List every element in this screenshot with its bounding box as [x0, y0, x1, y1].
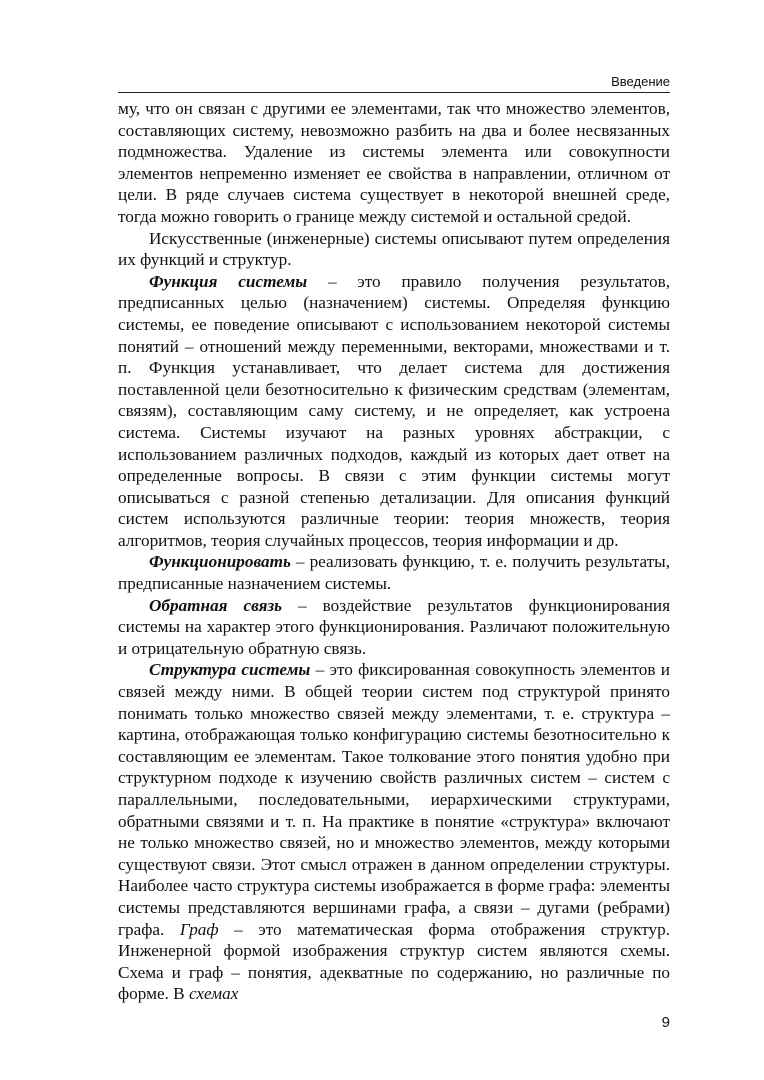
- term-feedback: Обратная связь: [149, 595, 283, 615]
- term-function: Функция системы: [149, 271, 308, 291]
- body-text: [118, 98, 670, 1005]
- paragraph-2: Искусственные (инженерные) системы описывают путем определения их функций и структур.: [118, 228, 670, 270]
- paragraph-6: [118, 659, 670, 1005]
- running-header: Введение: [611, 74, 670, 89]
- paragraph-1: му, что он связан с другими ее элементами, так что множество элементов, составляющих систему, невозможно разбить на два и более несвязанных подмножества. Удаление из системы элемента или совокупности элементов непременно изменяет ее свойства в направлении, отличном от цели. В ряде случаев система существует в некоторой внешней среде, тогда можно говорить о границе между системой и остальной средой.: [118, 99, 670, 226]
- paragraph-6-text-2: – это математическая форма отображения структур. Инженерной формой изображения структур систем являются схемы. Схема и граф – понятия, адекватные по содержанию, но различные по форме. В: [118, 919, 670, 1004]
- term-structure: Структура системы: [149, 660, 311, 680]
- paragraph-5-text: – воздействие результатов функционирования системы на характер этого функционирования. Различают положительную и отрицательную обратную связь.: [118, 595, 671, 658]
- term-functioning: Функционировать: [149, 552, 291, 572]
- paragraph-5: [118, 595, 670, 660]
- paragraph-4-text: – реализовать функцию, т. е. получить результаты, предписанные назначением системы.: [118, 552, 670, 594]
- header-rule: [118, 92, 670, 93]
- page-number: 9: [661, 1014, 670, 1031]
- paragraph-3: [118, 271, 670, 552]
- term-schemes: схемах: [188, 984, 239, 1004]
- paragraph-6-text: – это фиксированная совокупность элементов и связей между ними. В общей теории систем под структурой принято понимать только множество связей между элементами, т. е. структура – картина, отображающая только конфигурацию системы безотносительно к составляющим ее элементам. Такое толкование этого понятия удобно при структурном подходе к изучению свойств различных систем – систем с параллельными, последовательными, иерархическими структурами, обратными связями и т. п. На практике в понятие «структура» включают не только множество связей, но и множество элементов, между которыми существуют связи. Этот смысл отражен в данном определении структуры. Наиболее часто структура системы изображается в форме графа: элементы системы представляются вершинами графа, а связи – дугами (ребрами) графа.: [118, 660, 670, 939]
- term-graph: Граф: [179, 919, 219, 939]
- paragraph-3-text: – это правило получения результатов, предписанных целью (назначением) системы. Определяя функцию системы, ее поведение описывают с использованием некоторой системы понятий – отношений между переменными, векторами, множествами и т. п. Функция устанавливает, что делает система для достижения поставленной цели безотносительно к физическим средствам (элементам, связям), составляющим саму систему, и не определяет, как устроена система. Системы изучают на разных уровнях абстракции, с использованием различных подходов, каждый из которых дает ответ на определенные вопросы. В связи с этим функции системы могут описываться с разной степенью детализации. Для описания функций систем используются различные теории: теория множеств, теория алгоритмов, теория случайных процессов, теория информации и др.: [118, 271, 671, 550]
- paragraph-4: [118, 551, 670, 594]
